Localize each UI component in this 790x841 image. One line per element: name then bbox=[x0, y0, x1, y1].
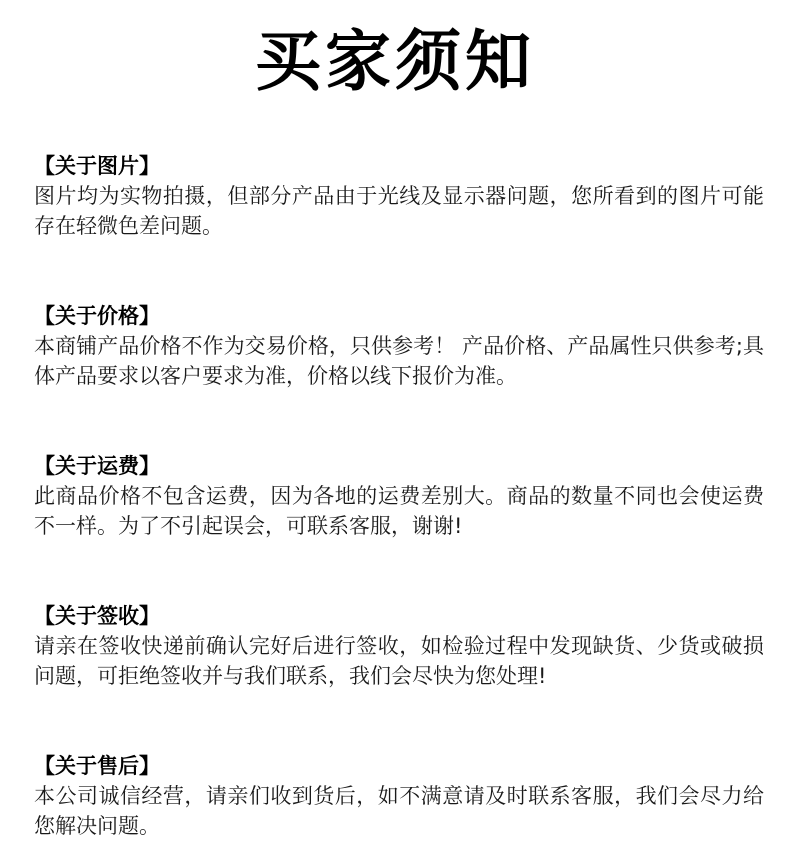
section-after-sales bbox=[34, 751, 764, 841]
section-body: 本公司诚信经营，请亲们收到货后，如不满意请及时联系客服，我们会尽力给您解决问题。 bbox=[34, 784, 764, 838]
section-heading: 【关于售后】 bbox=[34, 754, 160, 778]
section-body: 图片均为实物拍摄，但部分产品由于光线及显示器问题，您所看到的图片可能存在轻微色差问题。 bbox=[34, 184, 764, 238]
section-body: 本商铺产品价格不作为交易价格，只供参考！ 产品价格、产品属性只供参考;具体产品要求以客户要求为准，价格以线下报价为准。 bbox=[34, 334, 764, 388]
page-title: 买家须知 bbox=[255, 23, 535, 100]
section-heading: 【关于图片】 bbox=[34, 154, 160, 178]
section-body: 请亲在签收快递前确认完好后进行签收，如检验过程中发现缺货、少货或破损问题，可拒绝签收并与我们联系，我们会尽快为您处理! bbox=[34, 634, 764, 688]
section-shipping bbox=[34, 451, 764, 541]
section-heading: 【关于运费】 bbox=[34, 454, 160, 478]
section-price bbox=[34, 301, 764, 391]
section-pictures bbox=[34, 151, 764, 241]
section-heading: 【关于价格】 bbox=[34, 304, 160, 328]
section-body: 此商品价格不包含运费，因为各地的运费差别大。商品的数量不同也会使运费不一样。为了不引起误会，可联系客服，谢谢! bbox=[34, 484, 764, 538]
section-signing bbox=[34, 601, 764, 691]
notice-sections bbox=[34, 151, 764, 841]
section-heading: 【关于签收】 bbox=[34, 604, 160, 628]
